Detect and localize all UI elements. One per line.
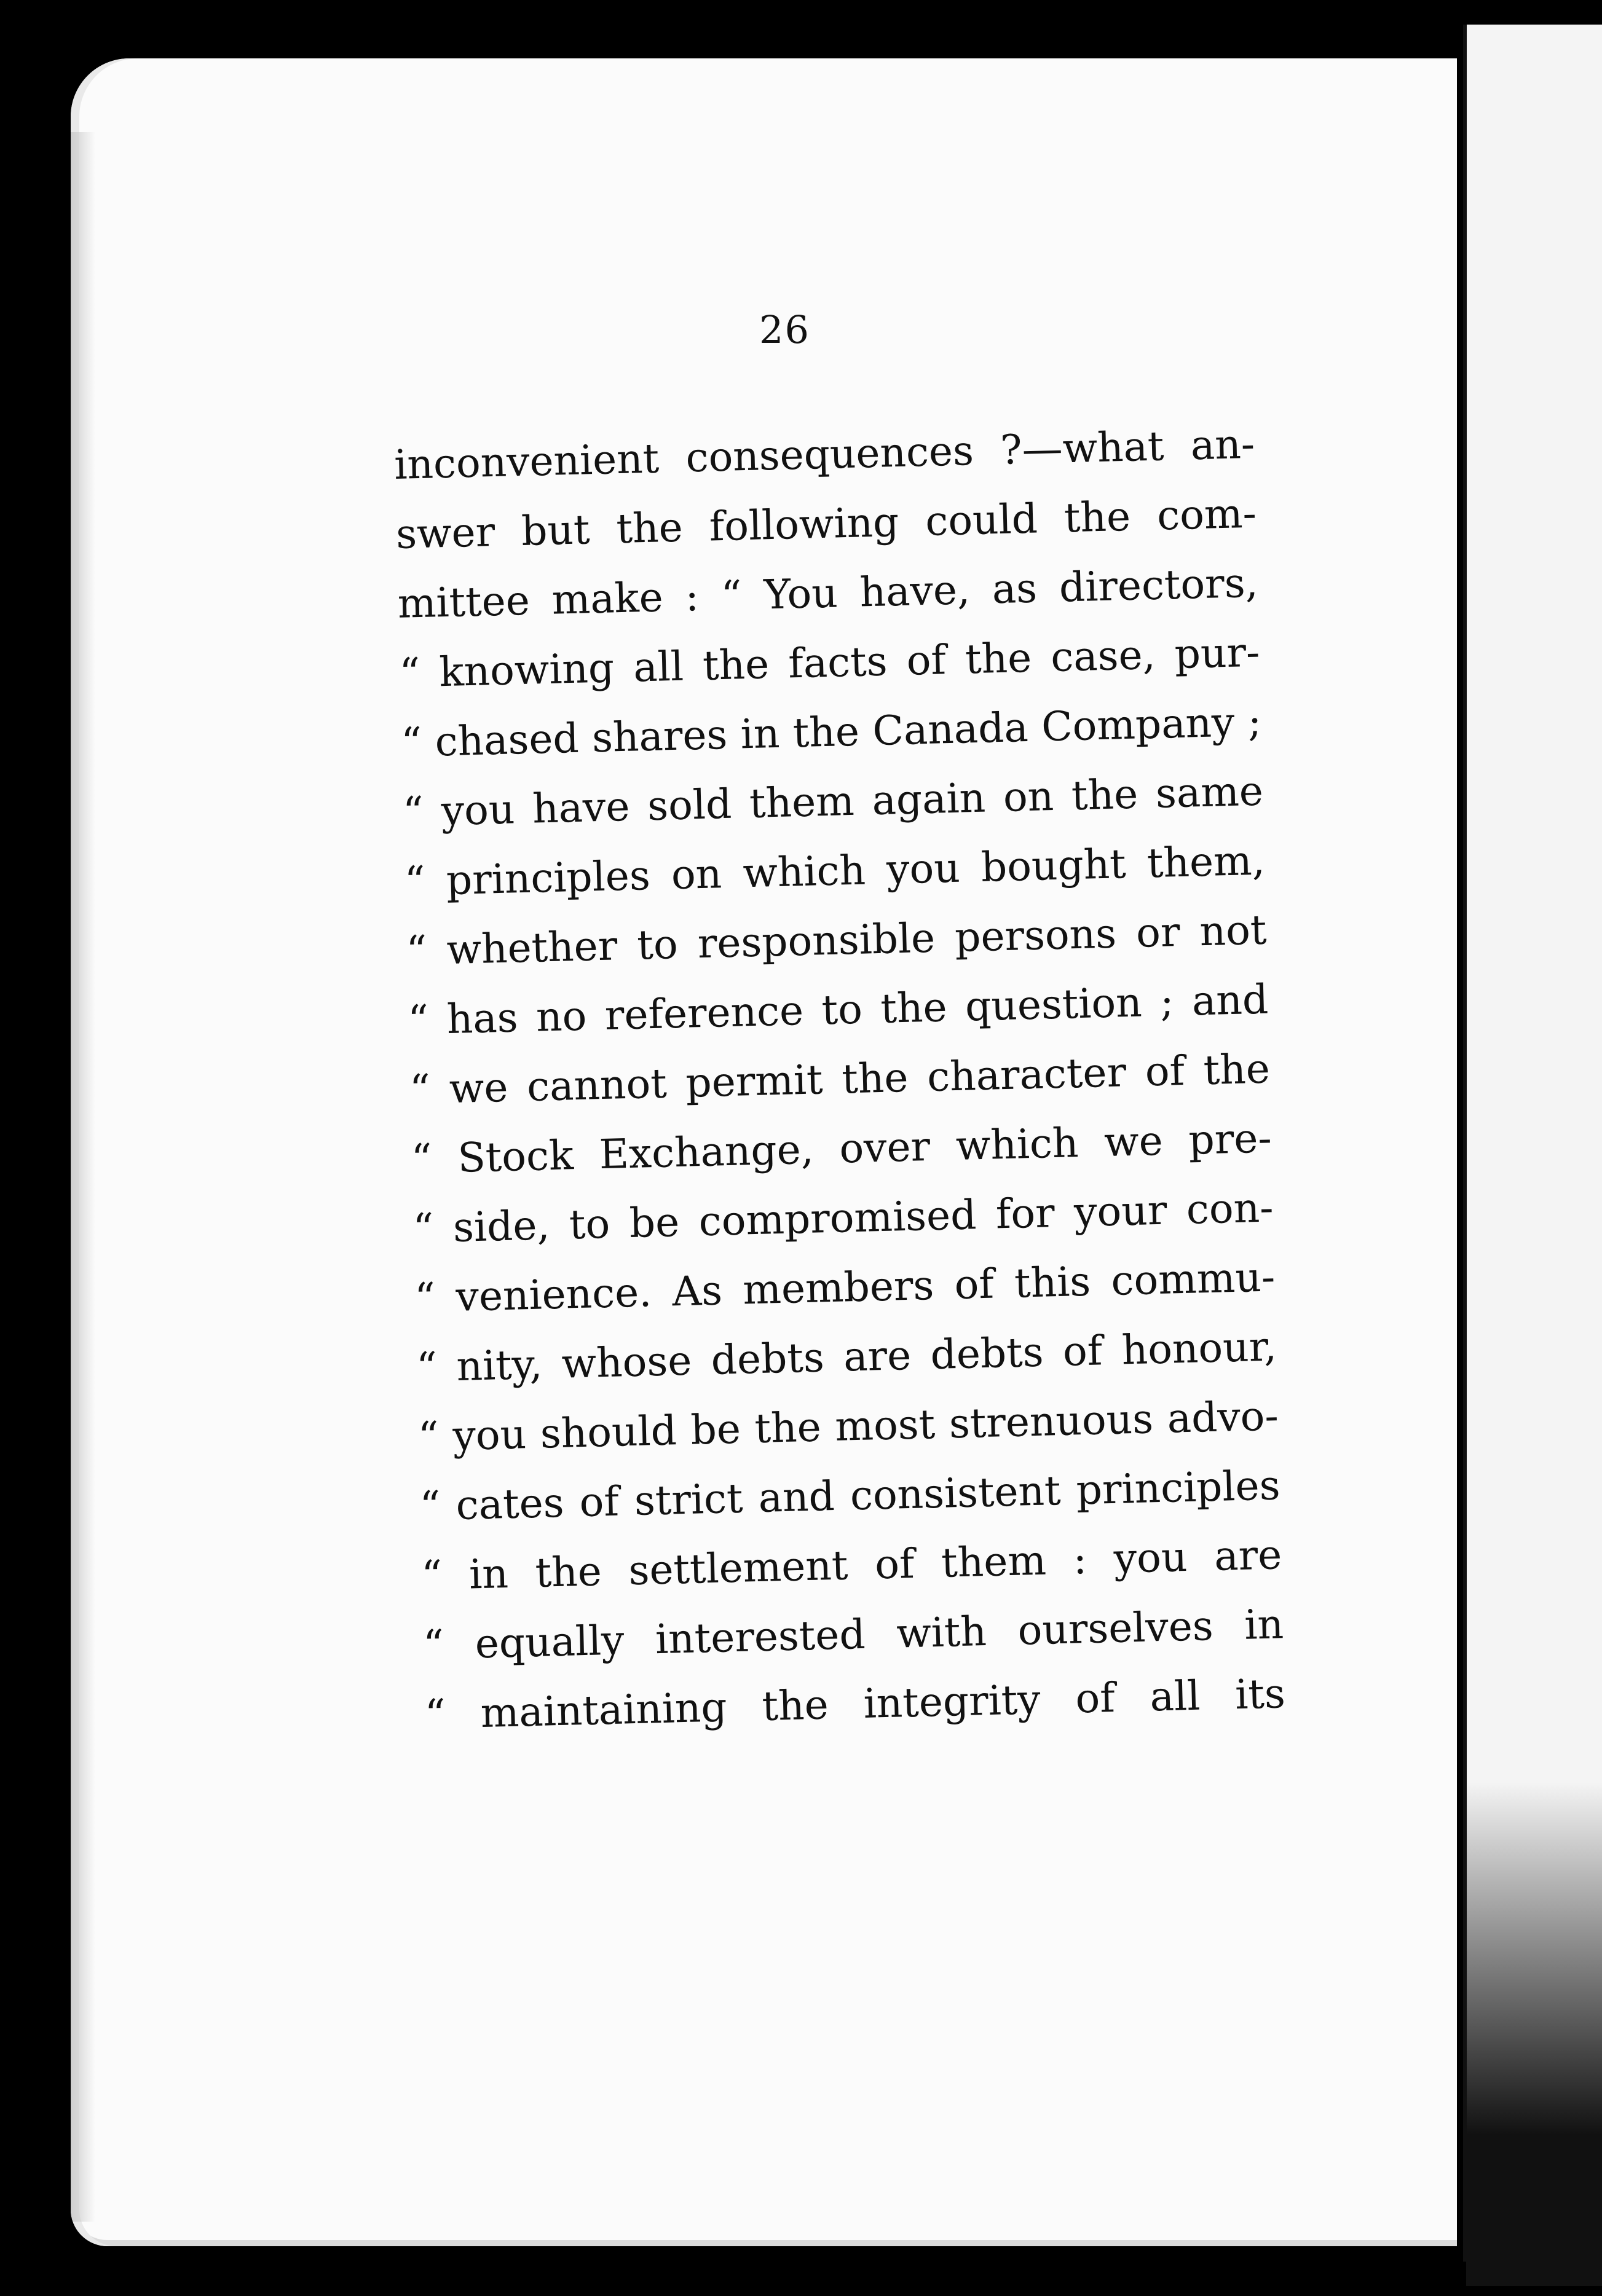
text-line: “ knowing all the facts of the case, pur-	[398, 628, 1261, 697]
text-line: mittee make : “ You have, as directors,	[397, 559, 1259, 627]
text-line: “ whether to responsible persons or not	[405, 906, 1268, 975]
text-line: “ venience. As members of this commu-	[414, 1253, 1276, 1322]
text-line: “ cates of strict and consistent principles	[419, 1461, 1281, 1530]
text-line: “ nity, whose debts are debts of honour,	[416, 1323, 1277, 1391]
text-line: “ principles on which you bought them,	[404, 836, 1266, 905]
text-line: “ equally interested with ourselves in	[422, 1600, 1284, 1669]
text-line: “ you have sold them again on the same	[402, 767, 1264, 836]
text-line: “ we cannot permit the character of the	[409, 1045, 1271, 1114]
adjacent-page-shadow	[1466, 1782, 1602, 2286]
text-line: “ chased shares in the Canada Company ;	[400, 698, 1262, 766]
text-line: “ side, to be compromised for your con-	[412, 1184, 1274, 1252]
text-line: inconvenient consequences ?—what an-	[393, 420, 1255, 489]
page-number: 26	[759, 307, 810, 352]
text-line: “ you should be the most strenuous advo-	[417, 1392, 1279, 1461]
text-line: “ has no reference to the question ; and	[407, 975, 1269, 1044]
text-line: “ Stock Exchange, over which we pre-	[411, 1114, 1273, 1183]
body-text	[393, 409, 1286, 1750]
page-gutter-shading	[71, 132, 95, 2222]
text-line: “ in the settlement of them : you are	[420, 1531, 1283, 1600]
text-line: swer but the following could the com-	[395, 489, 1257, 558]
text-line: “ maintaining the integrity of all its	[424, 1670, 1286, 1739]
